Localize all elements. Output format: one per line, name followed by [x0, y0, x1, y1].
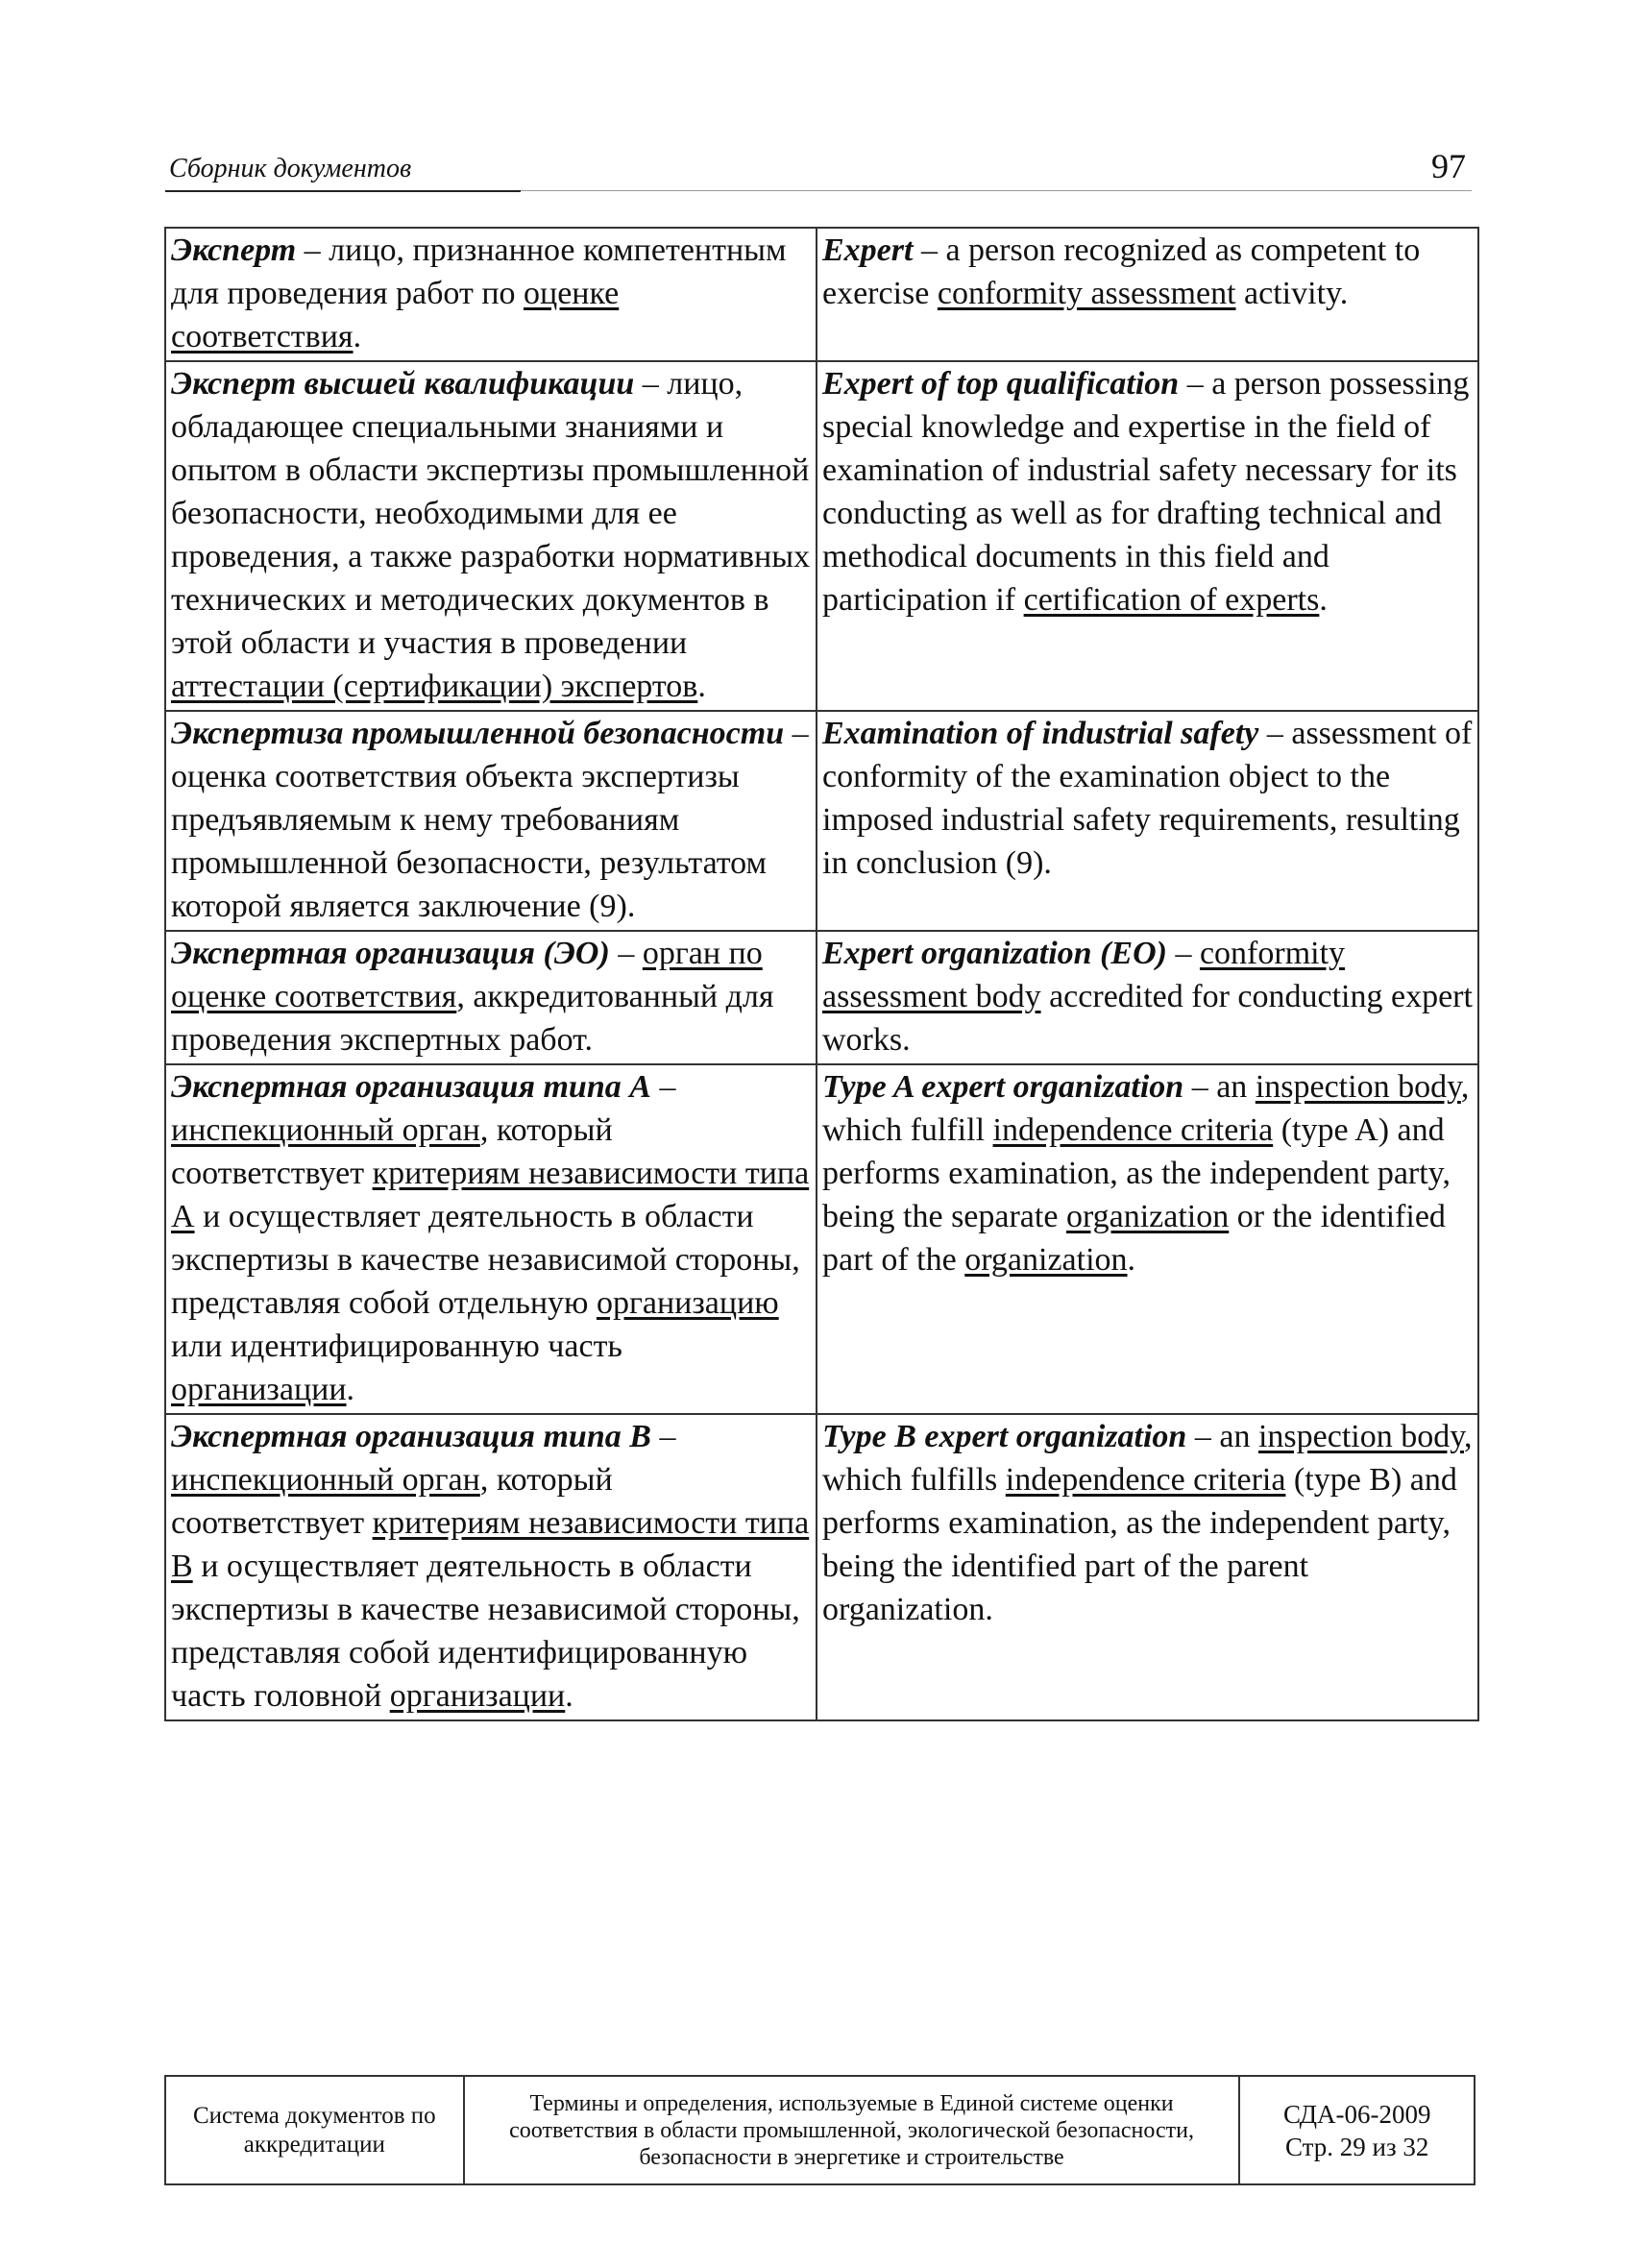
en-definition-text: – a person possessing special knowledge and expertise in the field of examination of industrial safety necessary for its conducting as well as for drafting technical and methodical documents in this field and participation if certification of experts.: [822, 366, 1470, 618]
page-header: [165, 144, 1472, 190]
underlined-term: инспекционный орган: [171, 1112, 480, 1148]
en-definition-text: – an inspection body, which fulfill independence criteria (type A) and performs examination, as the independent party, being the separate organization or the identified part of the organization.: [822, 1069, 1470, 1278]
table-row: [165, 931, 1478, 1064]
en-term: Expert organization (EO): [822, 936, 1167, 971]
ru-term: Экспертная организация типа А: [171, 1069, 651, 1105]
footer-page-info: Стр. 29 из 32: [1285, 2132, 1429, 2161]
en-definition-text: – conformity assessment body accredited for conducting expert works.: [822, 936, 1473, 1058]
en-definition-cell: [817, 711, 1478, 931]
underlined-term: инспекционный орган: [171, 1462, 480, 1498]
ru-definition-text: – лицо, обладающее специальными знаниями и опытом в области экспертизы промышленной безопасности, необходимыми для ее проведения, а также разработки нормативных технических и методических документов в этой области и участия в проведении аттестации (сертификации) экспертов.: [171, 366, 811, 704]
page-footer: [164, 2075, 1475, 2185]
en-term: Examination of industrial safety: [822, 716, 1259, 751]
underlined-term: орган по оценке соответствия: [171, 936, 763, 1014]
ru-definition-cell: [165, 711, 817, 931]
ru-term: Экспертная организация типа В: [171, 1419, 651, 1454]
table-row: [165, 228, 1478, 361]
ru-term: Экспертиза промышленной безопасности: [171, 716, 785, 751]
en-definition-cell: [817, 931, 1478, 1064]
en-definition-cell: [817, 1064, 1478, 1414]
ru-term: Эксперт высшей квалификации: [171, 366, 635, 402]
ru-definition-cell: [165, 228, 817, 361]
underlined-term: certification of experts: [1023, 582, 1320, 618]
underlined-term: оценке соответствия: [171, 276, 620, 354]
underlined-term: организации: [389, 1678, 566, 1714]
ru-term: Экспертная организация (ЭО): [171, 936, 610, 971]
table-row: [165, 711, 1478, 931]
ru-term: Эксперт: [171, 232, 297, 268]
en-term: Type A expert organization: [822, 1069, 1184, 1105]
underlined-term: аттестации (сертификации) экспертов: [171, 669, 698, 704]
table-row: [165, 1414, 1478, 1720]
header-rule-thin: [521, 190, 1472, 191]
underlined-term: критериям независимости типа А: [171, 1156, 810, 1234]
en-definition-text: – assessment of conformity of the examination object to the imposed industrial safety requirements, resulting in conclusion (9).: [822, 716, 1473, 881]
ru-definition-text: – орган по оценке соответствия, аккредитованный для проведения экспертных работ.: [171, 936, 774, 1058]
page-number: 97: [1431, 147, 1466, 185]
ru-definition-text: – инспекционный орган, который соответствует критериям независимости типа А и осуществляет деятельность в области экспертизы в качестве независимой стороны, представляя собой отдельную организацию или идентифицированную часть организации.: [171, 1069, 810, 1407]
underlined-term: conformity assessment: [937, 276, 1236, 311]
collection-title: Сборник документов: [169, 154, 412, 183]
underlined-term: inspection body: [1257, 1419, 1464, 1454]
ru-definition-cell: [165, 1414, 817, 1720]
ru-definition-cell: [165, 361, 817, 711]
table-row: [165, 361, 1478, 711]
footer-doc-info: [1239, 2076, 1475, 2184]
underlined-term: independence criteria: [992, 1112, 1274, 1148]
en-definition-text: – an inspection body, which fulfills independence criteria (type B) and performs examination, as the independent party, being the identified part of the parent organization.: [822, 1419, 1473, 1627]
en-term: Type B expert organization: [822, 1419, 1187, 1454]
ru-definition-cell: [165, 1064, 817, 1414]
underlined-term: conformity assessment body: [822, 936, 1346, 1014]
en-term: Expert: [822, 232, 914, 268]
table-row: [165, 1064, 1478, 1414]
ru-definition-text: – инспекционный орган, который соответствует критериям независимости типа В и осуществляет деятельность в области экспертизы в качестве независимой стороны, представляя собой идентифицированную часть головной организации.: [171, 1419, 810, 1714]
en-definition-cell: [817, 361, 1478, 711]
en-term: Expert of top qualification: [822, 366, 1180, 402]
en-definition-cell: [817, 1414, 1478, 1720]
footer-system: Система документов по аккредитации: [165, 2076, 464, 2184]
underlined-term: организацию: [596, 1285, 779, 1321]
footer-doc-title: Термины и определения, используемые в Единой системе оценки соответствия в области промышленной, экологической безопасности, безопасности в энергетике и строительстве: [464, 2076, 1240, 2184]
ru-definition-text: – оценка соответствия объекта экспертизы предъявляемым к нему требованиям промышленной безопасности, результатом которой является заключение (9).: [171, 716, 809, 924]
ru-definition-cell: [165, 931, 817, 1064]
footer-doc-code: СДА-06-2009: [1282, 2099, 1431, 2129]
header-rule: [165, 190, 521, 192]
underlined-term: критериям независимости типа В: [171, 1505, 810, 1584]
terms-table: [164, 227, 1479, 1721]
underlined-term: inspection body: [1255, 1069, 1461, 1105]
underlined-term: organization: [964, 1242, 1128, 1278]
en-definition-cell: [817, 228, 1478, 361]
underlined-term: organization: [1065, 1199, 1230, 1234]
underlined-term: independence criteria: [1005, 1462, 1286, 1498]
en-definition-text: – a person recognized as competent to exercise conformity assessment activity.: [822, 232, 1421, 311]
underlined-term: организации: [171, 1372, 347, 1407]
ru-definition-text: – лицо, признанное компетентным для проведения работ по оценке соответствия.: [171, 232, 787, 354]
